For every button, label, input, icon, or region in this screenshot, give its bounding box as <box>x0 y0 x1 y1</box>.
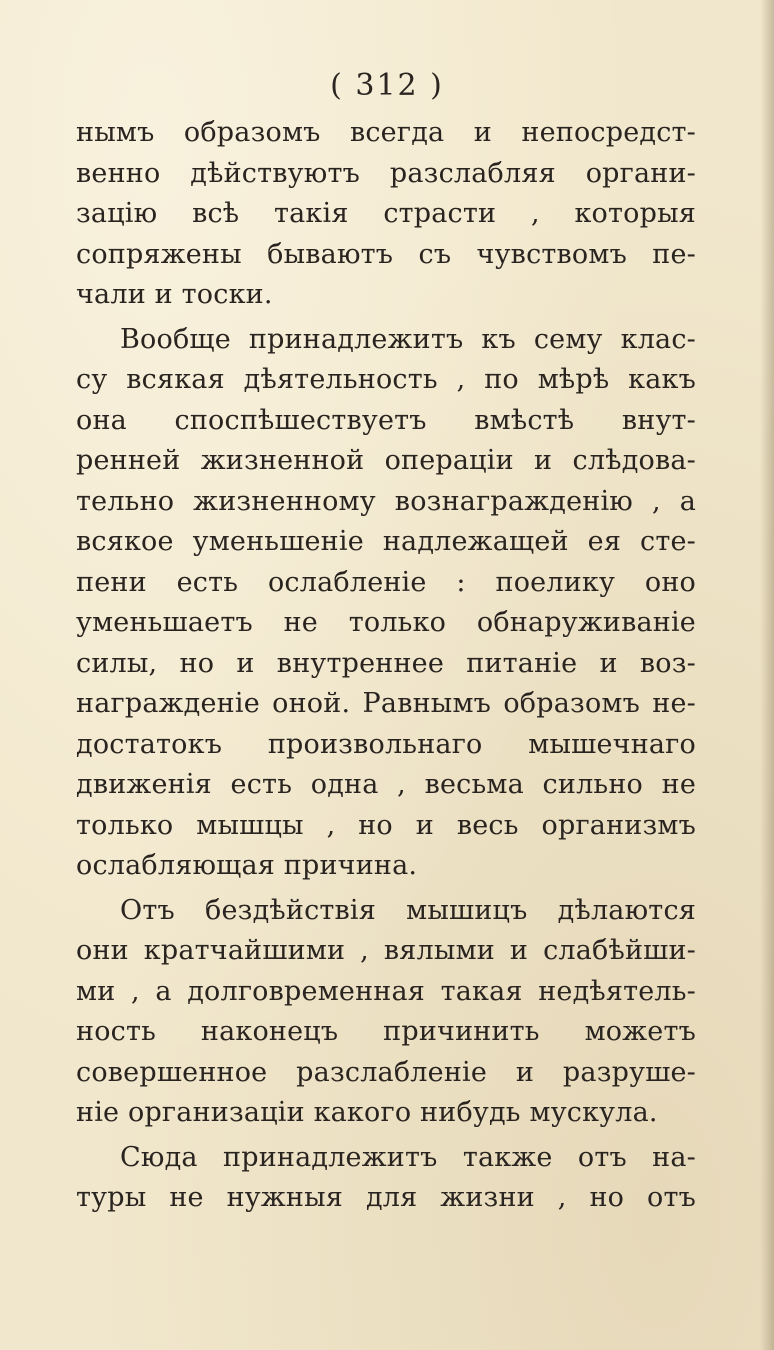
text-line: Отъ бездѣйствія мышицъ дѣлаются <box>120 894 696 926</box>
text-line: она споспѣшествуетъ вмѣстѣ внут- <box>76 404 696 436</box>
text-line: чали и тоски. <box>76 279 273 310</box>
text-line: венно дѣйствуютъ разслабляя органи- <box>76 157 696 189</box>
text-line: достатокъ произвольнаго мышечнаго <box>76 728 696 760</box>
text-line: ность наконецъ причинить можетъ <box>76 1016 696 1047</box>
body-text <box>76 113 696 1219</box>
text-line: награжденіе оной. Равнымъ образомъ не- <box>76 688 696 719</box>
text-line: они кратчайшими , вялыми и слабѣйши- <box>76 935 696 966</box>
text-line: нымъ образомъ всегда и непосредст- <box>76 117 696 148</box>
page-number: ( 312 ) <box>330 68 444 103</box>
text-line: су всякая дѣятельность , по мѣрѣ какъ <box>76 364 696 395</box>
text-line: зацію всѣ такія страсти , которыя <box>76 198 696 229</box>
text-line: ренней жизненной операціи и слѣдова- <box>76 445 696 476</box>
text-line: Вообще принадлежитъ къ сему клас- <box>120 323 696 355</box>
text-line: пени есть ослабленіе : поелику оно <box>76 566 696 598</box>
text-line: всякое уменьшеніе надлежащей ея сте- <box>76 526 696 557</box>
text-line: ніе организаціи какого нибудь мускула. <box>76 1097 658 1128</box>
text-line: Сюда принадлежитъ также отъ на- <box>120 1141 696 1173</box>
text-line: уменьшаетъ не только обнаруживаніе <box>76 607 696 638</box>
page-edge-shadow <box>760 0 774 1350</box>
text-line: ми , а долговременная такая недѣятель- <box>76 975 696 1007</box>
text-line: совершенное разслабленіе и разруше- <box>76 1056 696 1088</box>
text-line: тельно жизненному вознагражденію , а <box>76 485 696 517</box>
text-line: сопряжены бываютъ съ чувствомъ пе- <box>76 238 696 270</box>
text-line: ослабляющая причина. <box>76 850 418 881</box>
text-line: движенія есть одна , весьма сильно не <box>76 769 696 800</box>
text-line: только мышцы , но и весь организмъ <box>76 809 696 841</box>
text-line: туры не нужныя для жизни , но отъ <box>76 1182 696 1213</box>
text-line: силы, но и внутреннее питаніе и воз- <box>76 647 696 679</box>
